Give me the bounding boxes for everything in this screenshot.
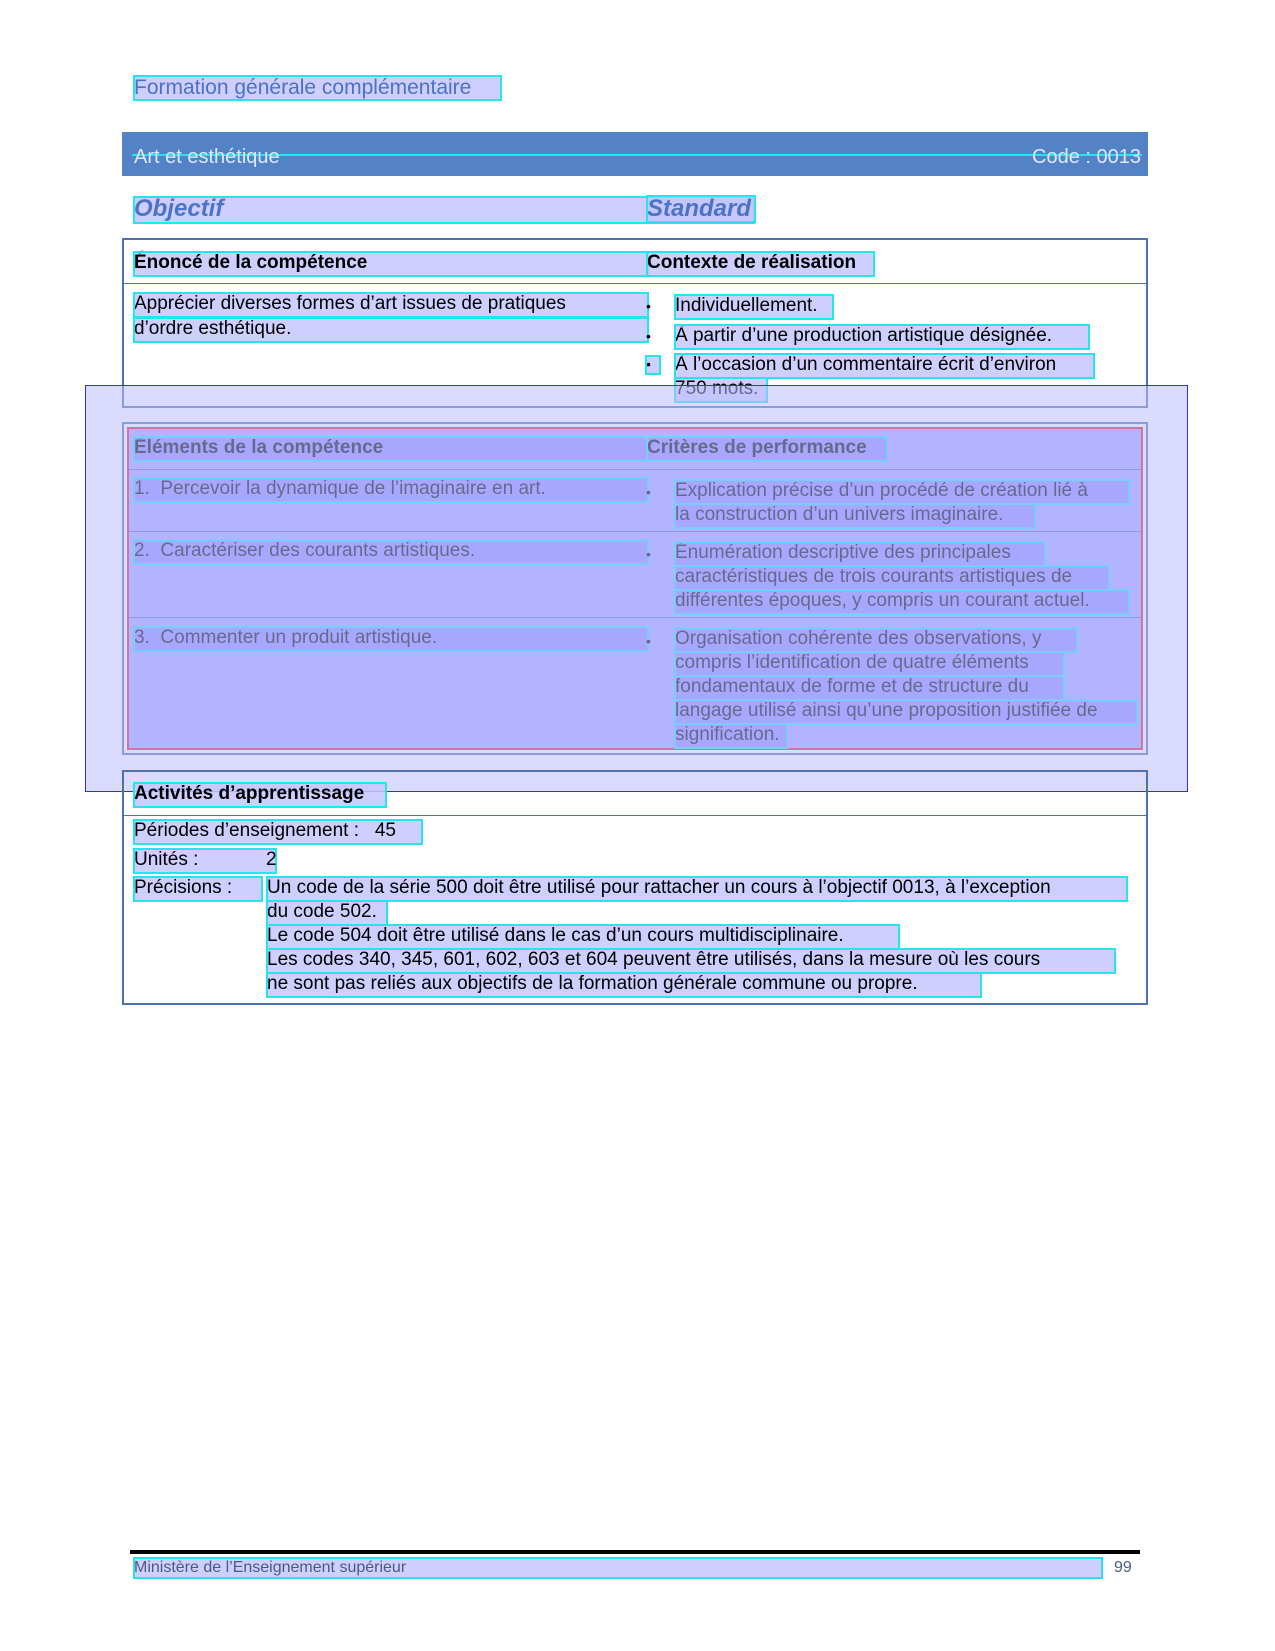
periodes-value: 45: [374, 820, 396, 841]
subject-code: Code : 0013: [1032, 146, 1141, 168]
document-section-title: Formation générale complémentaire: [134, 76, 501, 100]
precisions-line: Un code de la série 500 doit être utilisé pour rattacher un cours à l’objectif 0013, à l’exception: [267, 877, 1127, 901]
objectif-heading: Objectif: [134, 195, 224, 222]
precisions-line: ne sont pas reliés aux objectifs de la formation générale commune ou propre.: [267, 973, 981, 997]
periodes-field: [134, 820, 422, 844]
enonce-heading: Énoncé de la compétence: [134, 252, 648, 276]
contexte-heading: Contexte de réalisation: [647, 252, 874, 276]
periodes-label: Périodes d’enseignement :: [134, 820, 359, 841]
activites-heading: Activités d’apprentissage: [134, 783, 386, 807]
footer-ministry: Ministère de l’Enseignement supérieur: [134, 1558, 1102, 1578]
unites-label: Unités :: [134, 849, 199, 870]
enonce-line: d’ordre esthétique.: [134, 318, 648, 342]
contexte-item: À partir d’une production artistique désignée.: [675, 325, 1089, 349]
precisions-line: Les codes 340, 345, 601, 602, 603 et 604 peuvent être utilisés, dans la mesure où les cours: [267, 949, 1115, 973]
precisions-line: du code 502.: [267, 901, 387, 925]
bullet: •: [646, 328, 651, 344]
contexte-item: À l’occasion d’un commentaire écrit d’environ: [675, 354, 1094, 378]
bullet: •: [646, 356, 660, 374]
bullet: •: [646, 298, 651, 314]
precisions-label: Précisions :: [134, 877, 262, 901]
enonce-line: Apprécier diverses formes d’art issues de pratiques: [134, 293, 648, 317]
region-overlay: [85, 385, 1188, 792]
page-number: 99: [1114, 1559, 1132, 1576]
panel-divider: [124, 815, 1146, 816]
standard-heading: Standard: [647, 196, 755, 222]
contexte-item: Individuellement.: [675, 295, 833, 319]
footer-rule: [130, 1550, 1140, 1554]
precisions-line: Le code 504 doit être utilisé dans le cas d’un cours multidisciplinaire.: [267, 925, 899, 949]
subject-title: Art et esthétique: [134, 146, 280, 168]
unites-field: [134, 849, 276, 873]
code-bar-highlight-line: [132, 154, 1142, 156]
unites-value: 2: [266, 849, 277, 870]
panel-divider: [124, 283, 1146, 284]
